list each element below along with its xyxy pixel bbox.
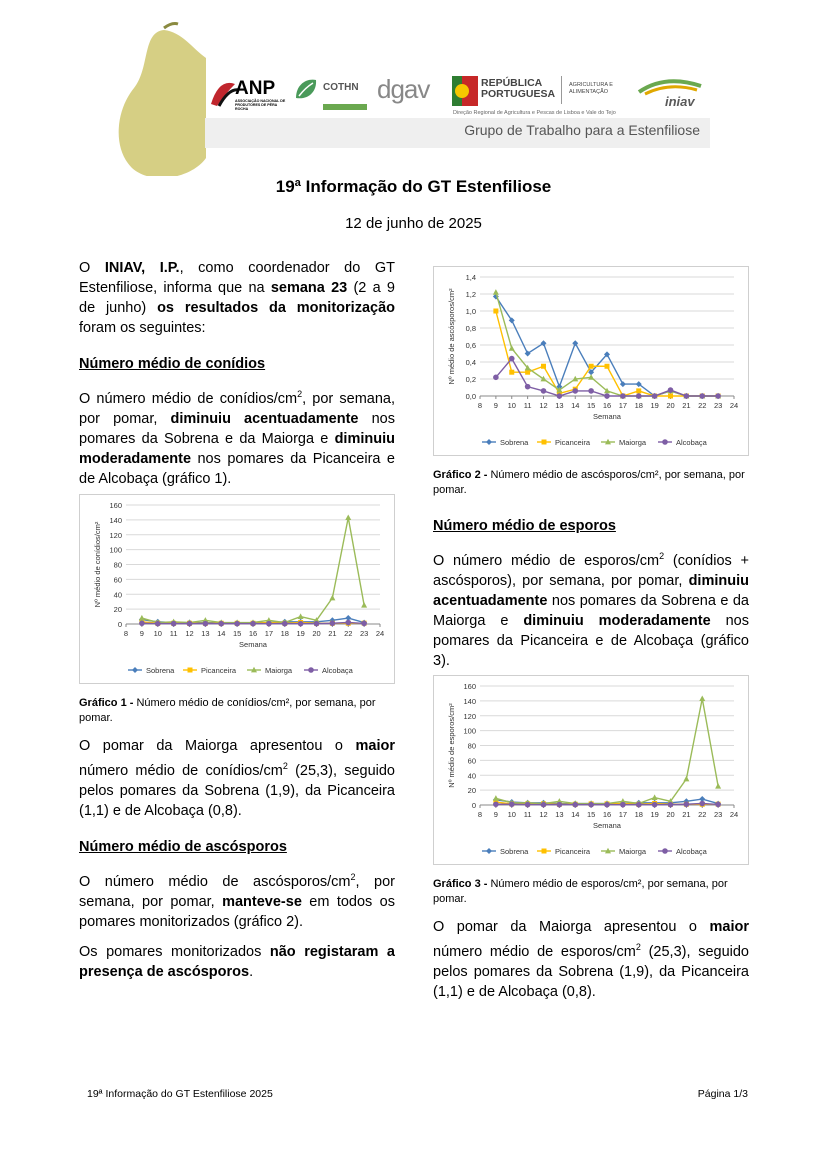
data-point [620, 802, 626, 808]
x-tick-label: 12 [185, 629, 194, 638]
x-tick-label: 18 [634, 810, 643, 819]
data-point [509, 345, 515, 351]
x-tick-label: 18 [280, 629, 289, 638]
data-point [139, 615, 145, 621]
page-title: 19ª Informação do GT Estenfiliose [275, 177, 552, 196]
footer-left: 19ª Informação do GT Estenfiliose 2025 [87, 1088, 273, 1100]
right-column [433, 516, 749, 681]
group-title: Grupo de Trabalho para a Estenfiliose [464, 122, 700, 138]
legend-label: Sobrena [146, 666, 175, 675]
x-tick-label: 13 [555, 401, 564, 410]
chart-2-box [433, 266, 749, 456]
x-tick-label: 22 [698, 810, 707, 819]
paragraph-presenca: Os pomares monitorizados não registaram a presença de ascósporos. [79, 943, 395, 980]
x-tick-label: 23 [359, 629, 369, 638]
data-point [330, 620, 336, 626]
x-tick-label: 24 [375, 629, 385, 638]
data-point [588, 388, 594, 394]
chart-3-box [433, 675, 749, 865]
data-point [715, 393, 721, 399]
legend-label: Sobrena [500, 438, 529, 447]
x-tick-label: 12 [539, 401, 548, 410]
x-tick-label: 16 [602, 810, 612, 819]
x-tick-label: 18 [634, 401, 643, 410]
data-point [572, 388, 578, 394]
y-tick-label: 0 [117, 620, 122, 629]
data-point [699, 393, 705, 399]
x-tick-label: 12 [539, 810, 548, 819]
caption-1: Gráfico 1 - Número médio de conídios/cm², por semana, por pomar. [79, 697, 376, 724]
data-point [187, 621, 193, 627]
x-tick-label: 14 [571, 401, 580, 410]
y-tick-label: 120 [109, 530, 122, 540]
agricultura-logo: AGRICULTURA E ALIMENTAÇÃO [569, 82, 613, 95]
data-point [203, 621, 209, 627]
chart-2 [434, 267, 748, 455]
x-tick-label: 10 [507, 810, 516, 819]
y-tick-label: 160 [109, 501, 122, 510]
y-tick-label: 0,2 [465, 375, 476, 384]
data-point [572, 802, 578, 808]
data-point [345, 514, 351, 520]
paragraph-esporos: O número médio de esporos/$cm^2$ (conídios + ascósporos), por semana, por pomar, diminuiu acentuadamente nos pomares da Sobrena e da Maiorga e diminuiu moderadamente nos pomares da Picanceira e de Alcobaça (gráfico 3). [433, 551, 749, 669]
data-point [493, 289, 499, 295]
x-tick-label: 20 [312, 629, 321, 638]
cothn-leaf-icon [293, 76, 319, 104]
series-line-maiorga [496, 699, 718, 804]
x-tick-label: 11 [169, 629, 178, 638]
data-point [218, 621, 224, 627]
series-line-maiorga [496, 292, 718, 396]
data-point [620, 393, 626, 399]
data-point [298, 621, 304, 627]
x-tick-label: 17 [618, 401, 628, 410]
data-point [699, 695, 705, 701]
y-tick-label: 0,8 [465, 324, 476, 333]
data-point [361, 602, 367, 608]
data-point [234, 621, 240, 627]
x-tick-label: 16 [248, 629, 258, 638]
y-tick-label: 40 [467, 771, 476, 781]
x-tick-label: 15 [232, 629, 242, 638]
caption-3: Gráfico 3 - Número médio de esporos/cm², por semana, por pomar. [433, 878, 728, 905]
heading-ascosporos: Número médio de ascósporos [79, 838, 287, 855]
data-point [155, 621, 161, 627]
x-tick-label: 19 [296, 629, 305, 638]
data-point [699, 801, 705, 807]
x-tick-label: 15 [586, 810, 596, 819]
footer-page-number: Página 1/3 [697, 1088, 748, 1100]
y-tick-label: 100 [463, 726, 476, 736]
paragraph-ascosporos: O número médio de ascósporos/$cm^2$, por semana, por pomar, manteve-se em todos os pomares monitorizados (gráfico 2). [79, 871, 396, 930]
x-tick-label: 8 [477, 401, 483, 410]
legend-label: Alcobaça [676, 438, 707, 447]
data-point [266, 621, 272, 627]
data-point [250, 621, 256, 627]
republica-logo: REPÚBLICA PORTUGUESA [481, 77, 556, 100]
x-tick-label: 23 [713, 401, 723, 410]
legend-marker [188, 668, 193, 673]
data-point [345, 620, 351, 626]
data-point [668, 802, 674, 808]
x-tick-label: 8 [477, 810, 483, 819]
legend-label: Maiorga [265, 666, 293, 675]
data-point [668, 387, 674, 393]
data-point [652, 794, 658, 800]
x-tick-label: 24 [729, 810, 739, 819]
data-point [298, 613, 304, 619]
x-tick-label: 9 [493, 810, 498, 819]
paragraph-maiorga-conidios: O pomar da Maiorga apresentou o maior número médio de conídios/$cm^2$ (25,3), seguido pelos pomares da Sobrena (1,9), da Picanceira (1,1) e de Alcobaça (0,8). [79, 738, 395, 819]
data-point [525, 384, 531, 390]
x-tick-label: 21 [682, 810, 691, 819]
logo-divider [561, 76, 562, 104]
x-tick-label: 15 [586, 401, 596, 410]
x-tick-label: 22 [698, 401, 707, 410]
data-point [171, 621, 177, 627]
right-column-lower [433, 917, 749, 1012]
legend-label: Picanceira [555, 438, 591, 447]
data-point [314, 621, 320, 627]
y-tick-label: 0,6 [465, 341, 476, 350]
data-point [684, 801, 690, 807]
chart-1-box [79, 494, 395, 684]
x-tick-label: 21 [682, 401, 691, 410]
y-tick-label: 1,4 [465, 273, 476, 282]
iniav-logo: iniav [665, 94, 695, 109]
legend-marker [308, 667, 314, 673]
cothn-badge [323, 104, 367, 110]
chart-3 [434, 676, 748, 864]
pear-icon [112, 18, 212, 176]
chart-1 [80, 495, 394, 683]
data-point [636, 393, 642, 399]
y-tick-label: 0,4 [465, 358, 476, 367]
legend-marker [486, 848, 492, 854]
data-point [525, 370, 530, 375]
y-tick-label: 20 [467, 786, 476, 796]
dgav-logo: dgav [377, 74, 430, 104]
data-point [509, 370, 514, 375]
y-axis-label: Nº médio de esporos/cm² [447, 703, 456, 788]
data-point [636, 802, 642, 808]
left-column-lower [79, 736, 395, 992]
anp-logo: ANP [235, 78, 276, 99]
data-point [541, 802, 547, 808]
cothn-logo: COTHN [323, 82, 359, 93]
paragraph-maiorga-esporos: O pomar da Maiorga apresentou o maior número médio de esporos/$cm^2$ (25,3), seguido pelos pomares da Sobrena (1,9), da Picanceira (1,1) e de Alcobaça (0,8). [433, 919, 749, 1000]
paragraph-conidios: O número médio de conídios/$cm^2$, por semana, por pomar, diminuiu acentuadamente nos pomares da Sobrena e da Maiorga e diminuiu moderadamente nos pomares da Picanceira e de Alcobaça (gráfico 1). [79, 389, 395, 487]
x-tick-label: 10 [153, 629, 162, 638]
legend-marker [542, 440, 547, 445]
x-tick-label: 17 [264, 629, 274, 638]
legend-label: Maiorga [619, 438, 647, 447]
y-tick-label: 60 [113, 575, 122, 585]
x-tick-label: 9 [139, 629, 144, 638]
y-tick-label: 1,0 [465, 307, 476, 316]
x-tick-label: 16 [602, 401, 612, 410]
data-point [509, 801, 515, 807]
data-point [715, 783, 721, 789]
legend-marker [662, 848, 668, 854]
x-tick-label: 14 [571, 810, 580, 819]
x-tick-label: 21 [328, 629, 337, 638]
data-point [361, 621, 367, 627]
legend-marker [132, 667, 138, 673]
data-point [541, 388, 547, 394]
heading-conidios: Número médio de conídios [79, 356, 266, 372]
data-point [668, 394, 673, 399]
data-point [652, 393, 658, 399]
y-tick-label: 20 [113, 605, 122, 615]
data-point [509, 356, 515, 362]
legend-label: Picanceira [555, 847, 591, 856]
y-tick-label: 40 [113, 590, 122, 600]
y-axis-label: Nº médio de ascósporos/cm² [447, 288, 456, 385]
legend-label: Sobrena [500, 847, 529, 856]
y-tick-label: 140 [463, 696, 476, 706]
portugal-shield-icon [452, 76, 478, 106]
data-point [557, 802, 563, 808]
x-tick-label: 14 [217, 629, 226, 638]
x-tick-label: 8 [123, 629, 129, 638]
y-tick-label: 120 [463, 711, 476, 721]
x-tick-label: 24 [729, 401, 739, 410]
data-point [683, 776, 689, 782]
y-tick-label: 1,2 [465, 290, 476, 299]
legend-marker [486, 439, 492, 445]
x-tick-label: 13 [201, 629, 210, 638]
x-axis-label: Semana [593, 821, 621, 830]
intro-paragraph: O INIAV, I.P., como coordenador do GT Estenfiliose, informa que na semana 23 (2 a 9 de junho) os resultados da monitorização foram os seguintes: [79, 260, 395, 336]
header-logos [205, 72, 710, 120]
data-point [493, 375, 499, 381]
x-tick-label: 22 [344, 629, 353, 638]
x-tick-label: 10 [507, 401, 516, 410]
y-axis-label: Nº médio de conídios/cm² [93, 521, 102, 608]
x-axis-label: Semana [593, 412, 621, 421]
y-tick-label: 60 [467, 756, 476, 766]
legend-marker [662, 439, 668, 445]
legend-marker [542, 849, 547, 854]
x-tick-label: 13 [555, 810, 564, 819]
legend-label: Maiorga [619, 847, 647, 856]
x-tick-label: 20 [666, 810, 675, 819]
data-point [541, 364, 546, 369]
data-point [493, 801, 499, 807]
x-tick-label: 11 [523, 401, 532, 410]
x-tick-label: 9 [493, 401, 498, 410]
data-point [605, 364, 610, 369]
legend-label: Alcobaça [676, 847, 707, 856]
republica-subtitle: Direção Regional de Agricultura e Pescas de Lisboa e Vale do Tejo [453, 110, 616, 116]
y-tick-label: 100 [109, 545, 122, 555]
data-point [493, 309, 498, 314]
data-point [589, 364, 594, 369]
group-band [205, 118, 710, 148]
series-line-maiorga [142, 518, 364, 623]
y-tick-label: 160 [463, 682, 476, 691]
data-point [493, 795, 499, 801]
data-point [684, 393, 690, 399]
y-tick-label: 140 [109, 515, 122, 525]
data-point [588, 802, 594, 808]
data-point [620, 381, 626, 387]
y-tick-label: 0,0 [465, 392, 476, 401]
data-point [329, 595, 335, 601]
data-point [525, 802, 531, 808]
x-axis-label: Semana [239, 640, 267, 649]
page-date: 12 de junho de 2025 [345, 215, 482, 232]
data-point [282, 621, 288, 627]
legend-label: Alcobaça [322, 666, 353, 675]
x-tick-label: 20 [666, 401, 675, 410]
caption-2: Gráfico 2 - Número médio de ascósporos/cm², por semana, por pomar. [433, 469, 745, 496]
data-point [557, 393, 563, 399]
x-tick-label: 19 [650, 401, 659, 410]
data-point [604, 802, 610, 808]
data-point [636, 388, 641, 393]
data-point [652, 802, 658, 808]
data-point [604, 393, 610, 399]
x-tick-label: 19 [650, 810, 659, 819]
left-column [79, 258, 395, 499]
heading-esporos: Número médio de esporos [433, 518, 616, 534]
y-tick-label: 80 [467, 741, 476, 751]
y-tick-label: 0 [471, 801, 476, 810]
data-point [715, 802, 721, 808]
data-point [139, 620, 145, 626]
legend-label: Picanceira [201, 666, 237, 675]
anp-subtitle: ASSOCIAÇÃO NACIONAL DE PRODUTORES DE PÊRA ROCHA [235, 99, 286, 111]
x-tick-label: 17 [618, 810, 628, 819]
x-tick-label: 23 [713, 810, 723, 819]
y-tick-label: 80 [113, 560, 122, 570]
x-tick-label: 11 [523, 810, 532, 819]
